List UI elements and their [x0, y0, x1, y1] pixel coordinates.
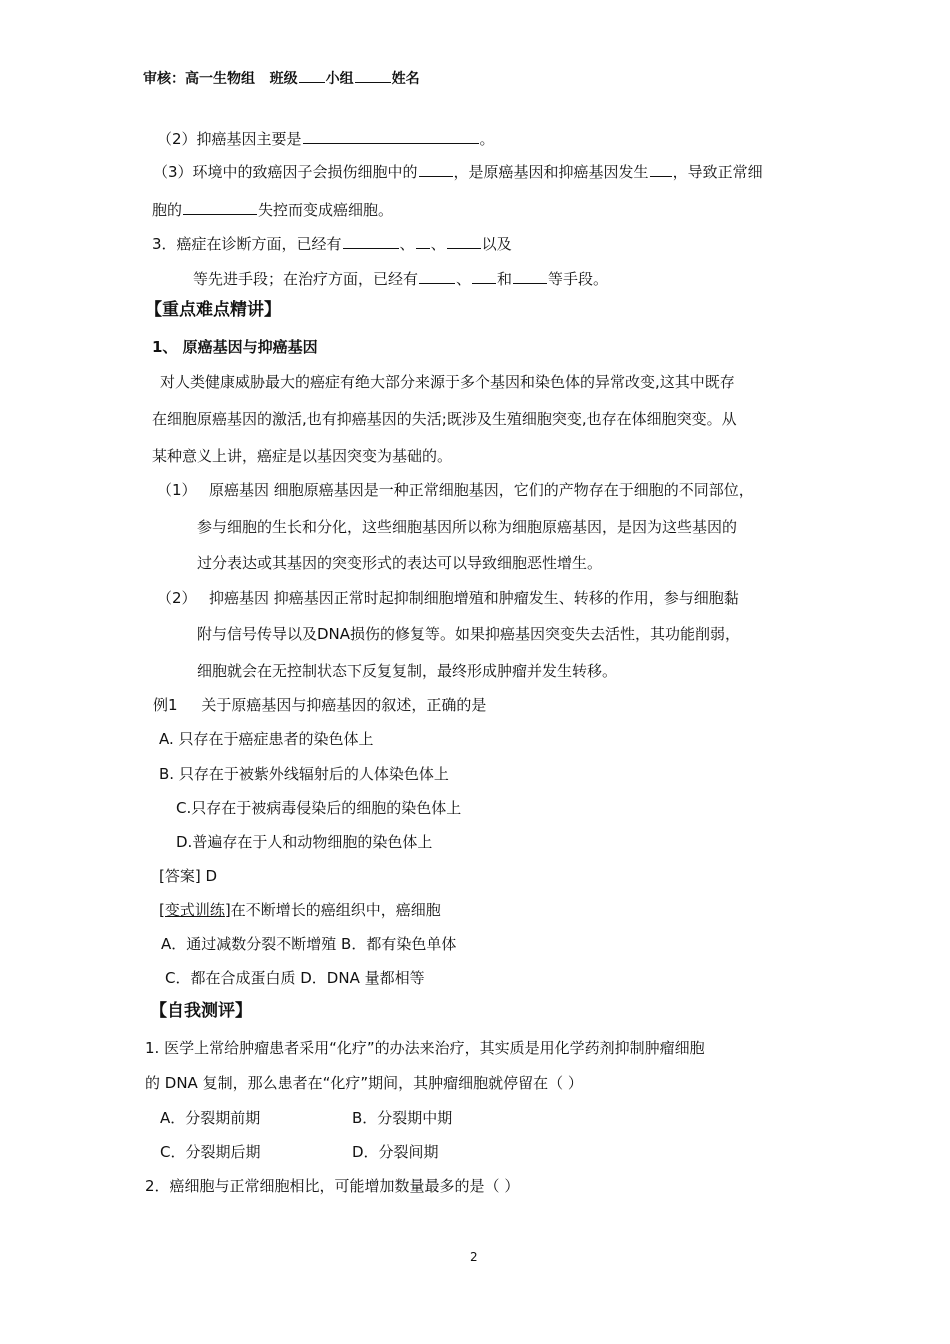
fill-q4-blank-5[interactable]	[472, 268, 496, 284]
name-label: 姓名	[391, 71, 420, 87]
key-section-subheading: 1、 原癌基因与抑癌基因	[152, 338, 318, 356]
review-label: 审核：高一生物组	[143, 71, 255, 87]
fill-q4-blank-1[interactable]	[343, 233, 399, 249]
fill-q2-suffix: 。	[479, 130, 495, 148]
fill-q3-blank-2[interactable]	[650, 161, 672, 177]
fill-q4-blank-2[interactable]	[416, 233, 430, 249]
fill-question-3	[153, 161, 763, 182]
item-2-line-3: 细胞就会在无控制状态下反复复制，最终形成肿瘤并发生转移。	[197, 662, 618, 680]
fill-q3-line2-suffix: 失控而变成癌细胞。	[258, 201, 394, 219]
page-number: 2	[470, 1250, 478, 1264]
document-header	[143, 67, 420, 89]
item-1-line-1: 原癌基因 细胞原癌基因是一种正常细胞基因，它们的产物存在于细胞的不同部位，	[209, 481, 754, 499]
item-1-number: （1）	[157, 481, 197, 499]
fill-q2-blank[interactable]	[303, 128, 479, 144]
fill-q4-sep1: 、	[399, 235, 415, 253]
fill-q4-suffix: 以及	[481, 235, 512, 253]
group-blank[interactable]	[355, 67, 391, 83]
example-answer: [答案] D	[159, 867, 218, 885]
variant-question: 在不断增长的癌组织中，癌细胞	[230, 901, 441, 919]
fill-q2-text: （2）抑癌基因主要是	[157, 130, 302, 148]
self-test-q2: 2．癌细胞与正常细胞相比，可能增加数量最多的是（ ）	[145, 1177, 520, 1195]
fill-q4-blank-4[interactable]	[419, 268, 455, 284]
item-2-line-2: 附与信号传导以及DNA损伤的修复等。如果抑癌基因突变失去活性，其功能削弱，	[197, 625, 741, 643]
fill-q4-line2-sep2: 和	[497, 270, 513, 288]
self-test-q1-option-a: A．分裂期前期	[160, 1109, 261, 1127]
item-1-line-3: 过分表达或其基因的突变形式的表达可以导致细胞恶性增生。	[197, 554, 603, 572]
intro-line-1: 对人类健康威胁最大的癌症有绝大部分来源于多个基因和染色体的异常改变,这其中既存	[160, 373, 735, 391]
fill-q3-blank-3[interactable]	[183, 199, 257, 215]
example-option-c: C.只存在于被病毒侵染后的细胞的染色体上	[176, 799, 462, 817]
key-section-heading: 【重点难点精讲】	[145, 300, 281, 320]
fill-q3-mid2: ，导致正常细	[672, 163, 763, 181]
fill-q3-text: （3）环境中的致癌因子会损伤细胞中的	[153, 163, 418, 181]
example-option-b: B. 只存在于被紫外线辐射后的人体染色体上	[159, 765, 449, 783]
fill-q4-sep2: 、	[430, 235, 446, 253]
variant-training	[159, 900, 441, 920]
example-label: 例1	[153, 696, 178, 714]
fill-q4-text: 3．癌症在诊断方面，已经有	[152, 235, 342, 253]
fill-q4-blank-3[interactable]	[447, 233, 481, 249]
intro-line-2: 在细胞原癌基因的激活,也有抑癌基因的失活;既涉及生殖细胞突变,也存在体细胞突变。从	[152, 410, 737, 428]
item-1-line-2: 参与细胞的生长和分化，这些细胞基因所以称为细胞原癌基因，是因为这些基因的	[197, 518, 738, 536]
fill-question-2	[157, 128, 495, 149]
fill-question-3-line2	[152, 199, 393, 220]
variant-options-row-2: C．都在合成蛋白质 D．DNA 量都相等	[165, 969, 425, 987]
variant-options-row-1: A．通过减数分裂不断增殖 B．都有染色单体	[161, 935, 457, 953]
self-test-q1-option-d: D．分裂间期	[352, 1143, 439, 1161]
intro-line-3: 某种意义上讲，癌症是以基因突变为基础的。	[152, 447, 453, 465]
fill-q3-blank-1[interactable]	[419, 161, 453, 177]
self-test-q1-line-1: 1. 医学上常给肿瘤患者采用“化疗”的办法来治疗，其实质是用化学药剂抑制肿瘤细胞	[145, 1039, 705, 1057]
item-2-number: （2）	[157, 589, 197, 607]
self-test-q1-line-2: 的 DNA 复制，那么患者在“化疗”期间，其肿瘤细胞就停留在（ ）	[145, 1074, 583, 1092]
class-blank[interactable]	[299, 67, 325, 83]
variant-label: [变式训练]	[159, 901, 231, 919]
fill-question-4-line2	[193, 268, 608, 289]
group-label: 小组	[325, 71, 354, 87]
fill-question-4	[152, 233, 512, 254]
self-test-q1-option-b: B．分裂期中期	[352, 1109, 453, 1127]
fill-q4-line2-text: 等先进手段；在治疗方面，已经有	[193, 270, 419, 288]
class-label: 班级	[269, 71, 298, 87]
example-option-d: D.普遍存在于人和动物细胞的染色体上	[176, 833, 433, 851]
fill-q3-mid1: ，是原癌基因和抑癌基因发生	[453, 163, 649, 181]
example-option-a: A. 只存在于癌症患者的染色体上	[159, 730, 374, 748]
fill-q4-blank-6[interactable]	[513, 268, 547, 284]
fill-q4-line2-suffix: 等手段。	[548, 270, 609, 288]
self-test-q1-option-c: C．分裂期后期	[160, 1143, 261, 1161]
fill-q4-line2-sep1: 、	[456, 270, 472, 288]
example-1	[153, 695, 486, 715]
item-2-line-1: 抑癌基因 抑癌基因正常时起抑制细胞增殖和肿瘤发生、转移的作用，参与细胞黏	[209, 589, 739, 607]
fill-q3-line2-text: 胞的	[152, 201, 183, 219]
example-question: 关于原癌基因与抑癌基因的叙述，正确的是	[201, 696, 487, 714]
self-test-heading: 【自我测评】	[150, 1001, 252, 1021]
